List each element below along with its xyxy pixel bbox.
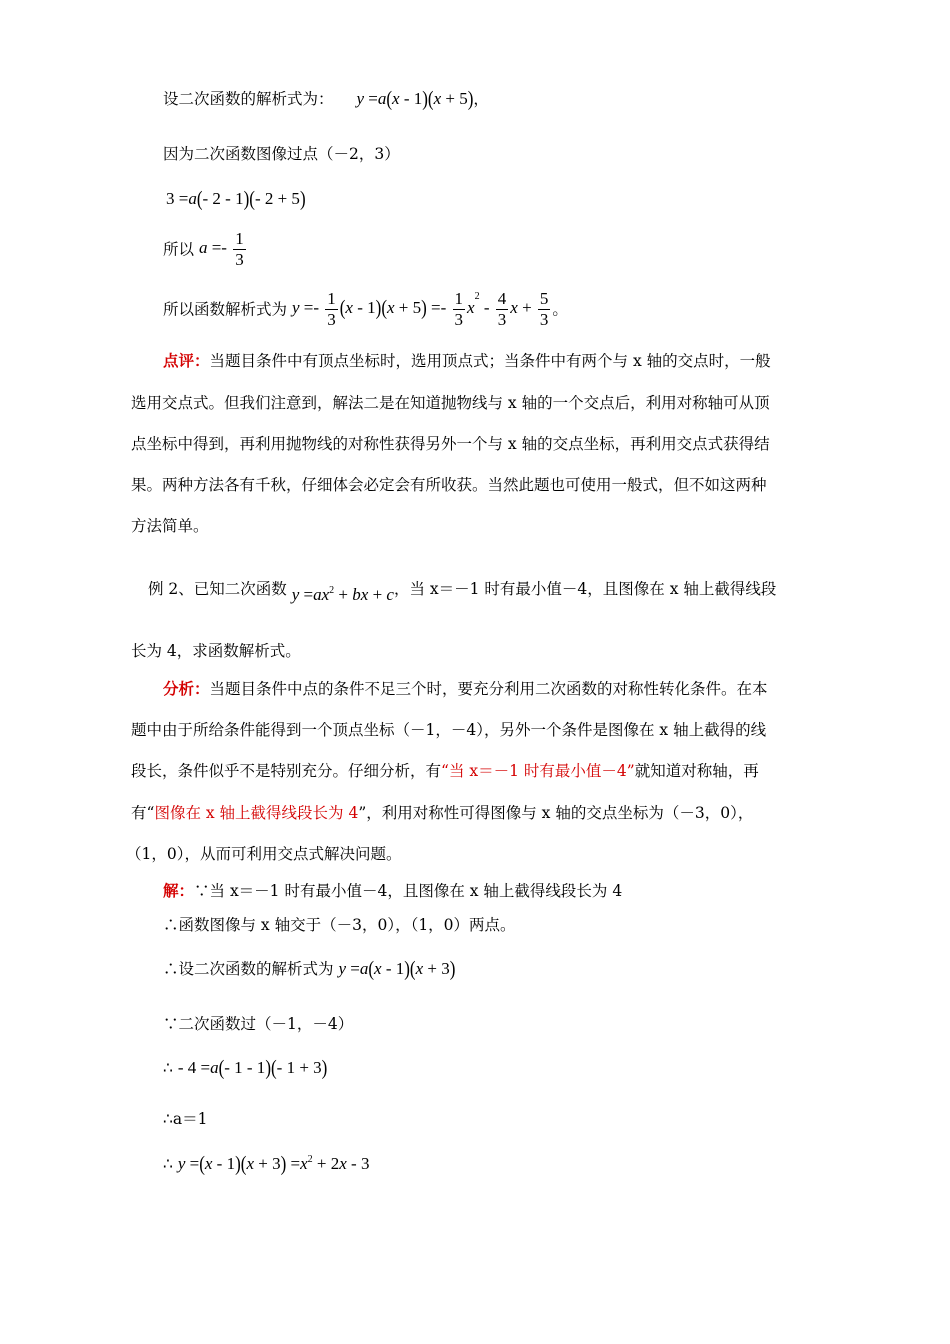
line-4: 所以 a =- $\frac{1}{3}$ [163,230,248,269]
comment-line-3: 点坐标中得到，再利用抛物线的对称性获得另外一个与 x 轴的交点坐标，再利用交点式获得结 [131,435,770,453]
analysis-line-5: （1，0），从而可利用交点式解决问题。 [126,845,402,863]
analysis-line-2: 题中由于所给条件能得到一个顶点坐标（－1，－4），另外一个条件是图像在 x 轴上截得的线 [131,721,767,739]
formula-final-expansion: y =- $\frac{1}{3}$ (x - 1)(x + 5) =- $\frac{1}{3}$ $x^2$ - $\frac{4}{3}$ x + $\frac{5}{3}$ [291,289,549,329]
formula-vertex-form: y =a(x - 1)(x + 5) [356,86,474,111]
analysis-line-4: 有“图像在 x 轴上截得线段长为 4”，利用对称性可得图像与 x 轴的交点坐标为（－3，0）， [131,804,754,822]
line-1-text: 设二次函数的解析式为： [163,90,334,108]
comment-label: 点评： [163,351,210,370]
solution-line-2: ∴函数图像与 x 轴交于（－3，0），（1，0）两点。 [163,916,516,934]
solution-line-5: ∴ - 4 =a(- 1 - 1)(- 1 + 3) [163,1055,328,1080]
example-2-line-1: 例 2、已知二次函数 $y =ax^2$ + bx + c，当 x＝－1 时有最小值－4，且图像在 x 轴上截得线段 [148,580,777,604]
formula-substitution: 3 =a(- 2 - 1)(- 2 + 5) [166,186,306,211]
formula-a-value: a =- $\frac{1}{3}$ [198,229,244,269]
formula-intercept-form: y =a(x - 1)(x + 3) [338,956,456,981]
comment-line-4: 果。两种方法各有千秋，仔细体会必定会有所收获。当然此题也可使用一般式，但不如这两种 [131,476,767,494]
line-1: 设二次函数的解析式为： y =a(x - 1)(x + 5)， [163,86,489,111]
line-2: 因为二次函数图像过点（－2，3） [163,145,400,163]
highlight-min-value: “当 x＝－1 时有最小值－4” [441,762,635,780]
solution-line-6: ∴a＝1 [163,1110,208,1128]
comment-line-2: 选用交点式。但我们注意到，解法二是在知道抛物线与 x 轴的一个交点后，利用对称轴可从顶 [131,394,770,412]
formula-solve-a: - 4 =a(- 1 - 1)(- 1 + 3) [177,1055,328,1080]
analysis-line-3: 段长，条件似乎不是特别充分。仔细分析，有“当 x＝－1 时有最小值－4”就知道对称轴，再 [131,762,759,780]
solution-line-3: ∴设二次函数的解析式为 y =a(x - 1)(x + 3) [163,956,456,981]
solution-line-4: ∵二次函数过（－1，－4） [163,1015,354,1033]
highlight-segment-length: 图像在 x 轴上截得线段长为 4 [154,804,359,822]
line-5: 所以函数解析式为 y =- $\frac{1}{3}$ (x - 1)(x + 5) =- $\frac{1}{3}$ $x^2$ - $\frac{4}{3}$ x + $\frac{5}{3}$ 。 [163,289,568,329]
formula-final-answer: $y =(x - 1)(x + 3) =x^2 + 2x - 3$ [177,1151,370,1176]
comment-line-1: 点评：当题目条件中有顶点坐标时，选用顶点式；当条件中有两个与 x 轴的交点时，一般 [163,351,771,370]
comment-line-5: 方法简单。 [131,517,209,535]
solution-line-1: 解：∵当 x＝－1 时有最小值－4，且图像在 x 轴上截得线段长为 4 [163,881,623,900]
analysis-label: 分析： [163,679,210,698]
formula-general-form: $y =ax^2$ + bx + c [291,585,394,604]
solution-line-7: ∴ $y =(x - 1)(x + 3) =x^2 + 2x - 3$ [163,1151,370,1176]
solution-label: 解： [163,881,195,900]
example-2-line-2: 长为 4，求函数解析式。 [131,642,301,660]
analysis-line-1: 分析：当题目条件中点的条件不足三个时，要充分利用二次函数的对称性转化条件。在本 [163,679,768,698]
